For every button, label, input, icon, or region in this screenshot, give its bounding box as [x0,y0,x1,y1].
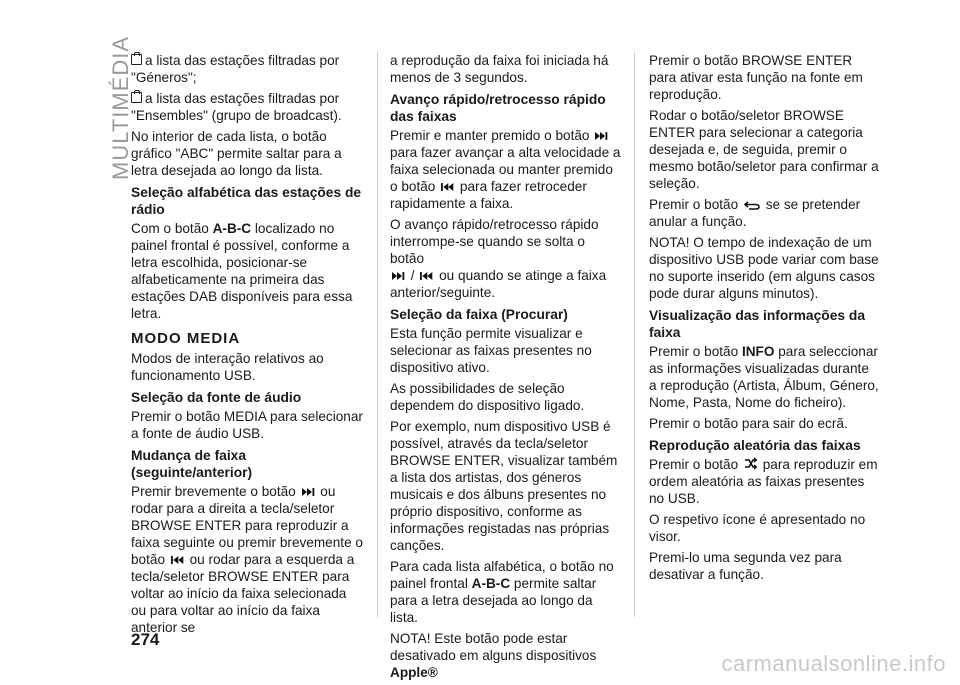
next-track-icon [595,131,608,141]
page-number: 274 [131,630,160,649]
paragraph [649,343,879,411]
text: para fazer retroceder rapidamente a faixa. [390,179,587,211]
paragraph: Esta função permite visualizar e selecionar as faixas presentes no dispositivo ativo. [390,326,592,375]
text: Com o botão [131,221,213,236]
paragraph [390,127,622,212]
text: O avanço rápido/retrocesso rápido interrompe-se quando se solta o botão [390,217,599,266]
paragraph: Premir o botão para sair do ecrã. [649,416,848,431]
section-heading: Reprodução aleatória das faixas [649,438,861,453]
text: se se pretender anular a função. [649,197,861,229]
section-heading: Visualização das informações da faixa [649,308,865,340]
paragraph: NOTA! O tempo de indexação de um dispositivo USB pode variar com base no suporte inserido (em alguns casos pode durar alguns minutos). [649,235,879,301]
section-heading: Mudança de faixa (seguinte/anterior) [131,448,253,480]
paragraph [131,483,363,636]
column-divider [634,52,635,617]
prev-track-icon [441,182,454,192]
next-track-icon [392,271,405,281]
paragraph [131,220,363,322]
column-2 [390,52,622,685]
paragraph: Modos de interação relativos ao funcionamento USB. [131,351,324,383]
section-side-title [76,35,133,190]
text: Premir o botão [649,197,742,212]
paragraph [390,216,622,301]
paragraph: a reprodução da faixa foi iniciada há menos de 3 segundos. [390,53,609,85]
paragraph: Rodar o botão/seletor BROWSE ENTER para selecionar a categoria desejada e, de seguida, premir o mesmo botão/seletor para confirmar a seleção. [649,108,879,191]
apple-brand-text: Apple® [390,665,438,680]
section-heading: Seleção alfabética das estações de rádio [131,185,362,217]
abc-button-label: A-B-C [212,221,252,236]
text: localizado no painel frontal é possível, conforme a letra escolhida, posicionar-se alfabeticamente na primeira das estações DAB disponíveis para essa letra. [131,221,353,321]
text: permite saltar para a letra desejada ao longo da lista. [390,576,597,625]
column-divider [377,52,378,617]
paragraph: Por exemplo, num dispositivo USB é possível, através da tecla/seletor BROWSE ENTER, visualizar também a lista dos artistas, dos géneros musicais e dos álbuns presentes no próprio dispositivo, conforme as informações registadas nas próprias canções. [390,419,618,553]
text: ou rodar para a direita a tecla/seletor BROWSE ENTER para reproduzir a faixa seguinte ou premir brevemente o botão [131,484,363,567]
next-track-icon [302,487,315,497]
section-heading: Seleção da fonte de áudio [131,390,302,405]
paragraph: O respetivo ícone é apresentado no visor. [649,512,866,544]
shuffle-icon [744,457,757,470]
text: ou quando se atinge a faixa anterior/seguinte. [390,268,607,300]
list-item-text: a lista das estações filtradas por "Ensembles" (grupo de broadcast). [131,91,342,123]
paragraph: As possibilidades de seleção dependem do dispositivo ligado. [390,381,585,413]
text: para reproduzir em ordem aleatória as faixas presentes no USB. [649,457,878,506]
section-heading: Seleção da faixa (Procurar) [390,307,568,322]
column-3 [649,52,879,587]
text: para fazer avançar a alta velocidade a faixa selecionada ou manter premido o botão [390,145,621,194]
list-item [131,52,363,86]
text: NOTA! Este botão pode estar desativado em alguns dispositivos [390,631,597,663]
text: Premir e manter premido o botão [390,128,594,143]
text: Para cada lista alfabética, o botão no painel frontal [390,559,614,591]
text: ou rodar para a esquerda a tecla/seletor BROWSE ENTER para voltar ao início da faixa selecionada ou para voltar ao início da faixa anterior se [131,552,355,635]
list-item [131,90,363,124]
paragraph [390,630,622,681]
text: Premir o botão [649,457,742,472]
chapter-heading: MODO MEDIA [131,330,241,347]
paragraph: Premi-lo uma segunda vez para desativar a função. [649,550,842,582]
text: / [407,268,419,283]
watermark: carmanualsonline.info [721,651,946,676]
section-title-text: MULTIMÉDIA [108,35,133,180]
paragraph: Premir o botão BROWSE ENTER para ativar esta função na fonte em reprodução. [649,53,863,102]
back-icon [744,200,760,210]
section-heading: Avanço rápido/retrocesso rápido das faixas [390,92,606,124]
radio-bullet-icon [131,54,142,65]
column-1 [131,52,363,640]
radio-bullet-icon [131,92,142,103]
paragraph [649,456,879,507]
text: para seleccionar as informações visualizadas durante a reprodução (Artista, Álbum, Género, Nome, Pasta, Nome do ficheiro). [649,344,879,410]
prev-track-icon [171,555,184,565]
info-button-label: INFO [741,344,775,359]
abc-button-label: A-B-C [471,576,511,591]
list-item-text: a lista das estações filtradas por "Géneros"; [131,53,340,85]
text: Premir o botão [649,344,742,359]
paragraph: Premir o botão MEDIA para selecionar a fonte de áudio USB. [131,409,363,441]
paragraph [390,558,622,626]
paragraph: No interior de cada lista, o botão gráfico "ABC" permite saltar para a letra desejada ao longo da lista. [131,129,342,178]
paragraph [649,196,879,230]
prev-track-icon [420,271,433,281]
text: Premir brevemente o botão [131,484,300,499]
